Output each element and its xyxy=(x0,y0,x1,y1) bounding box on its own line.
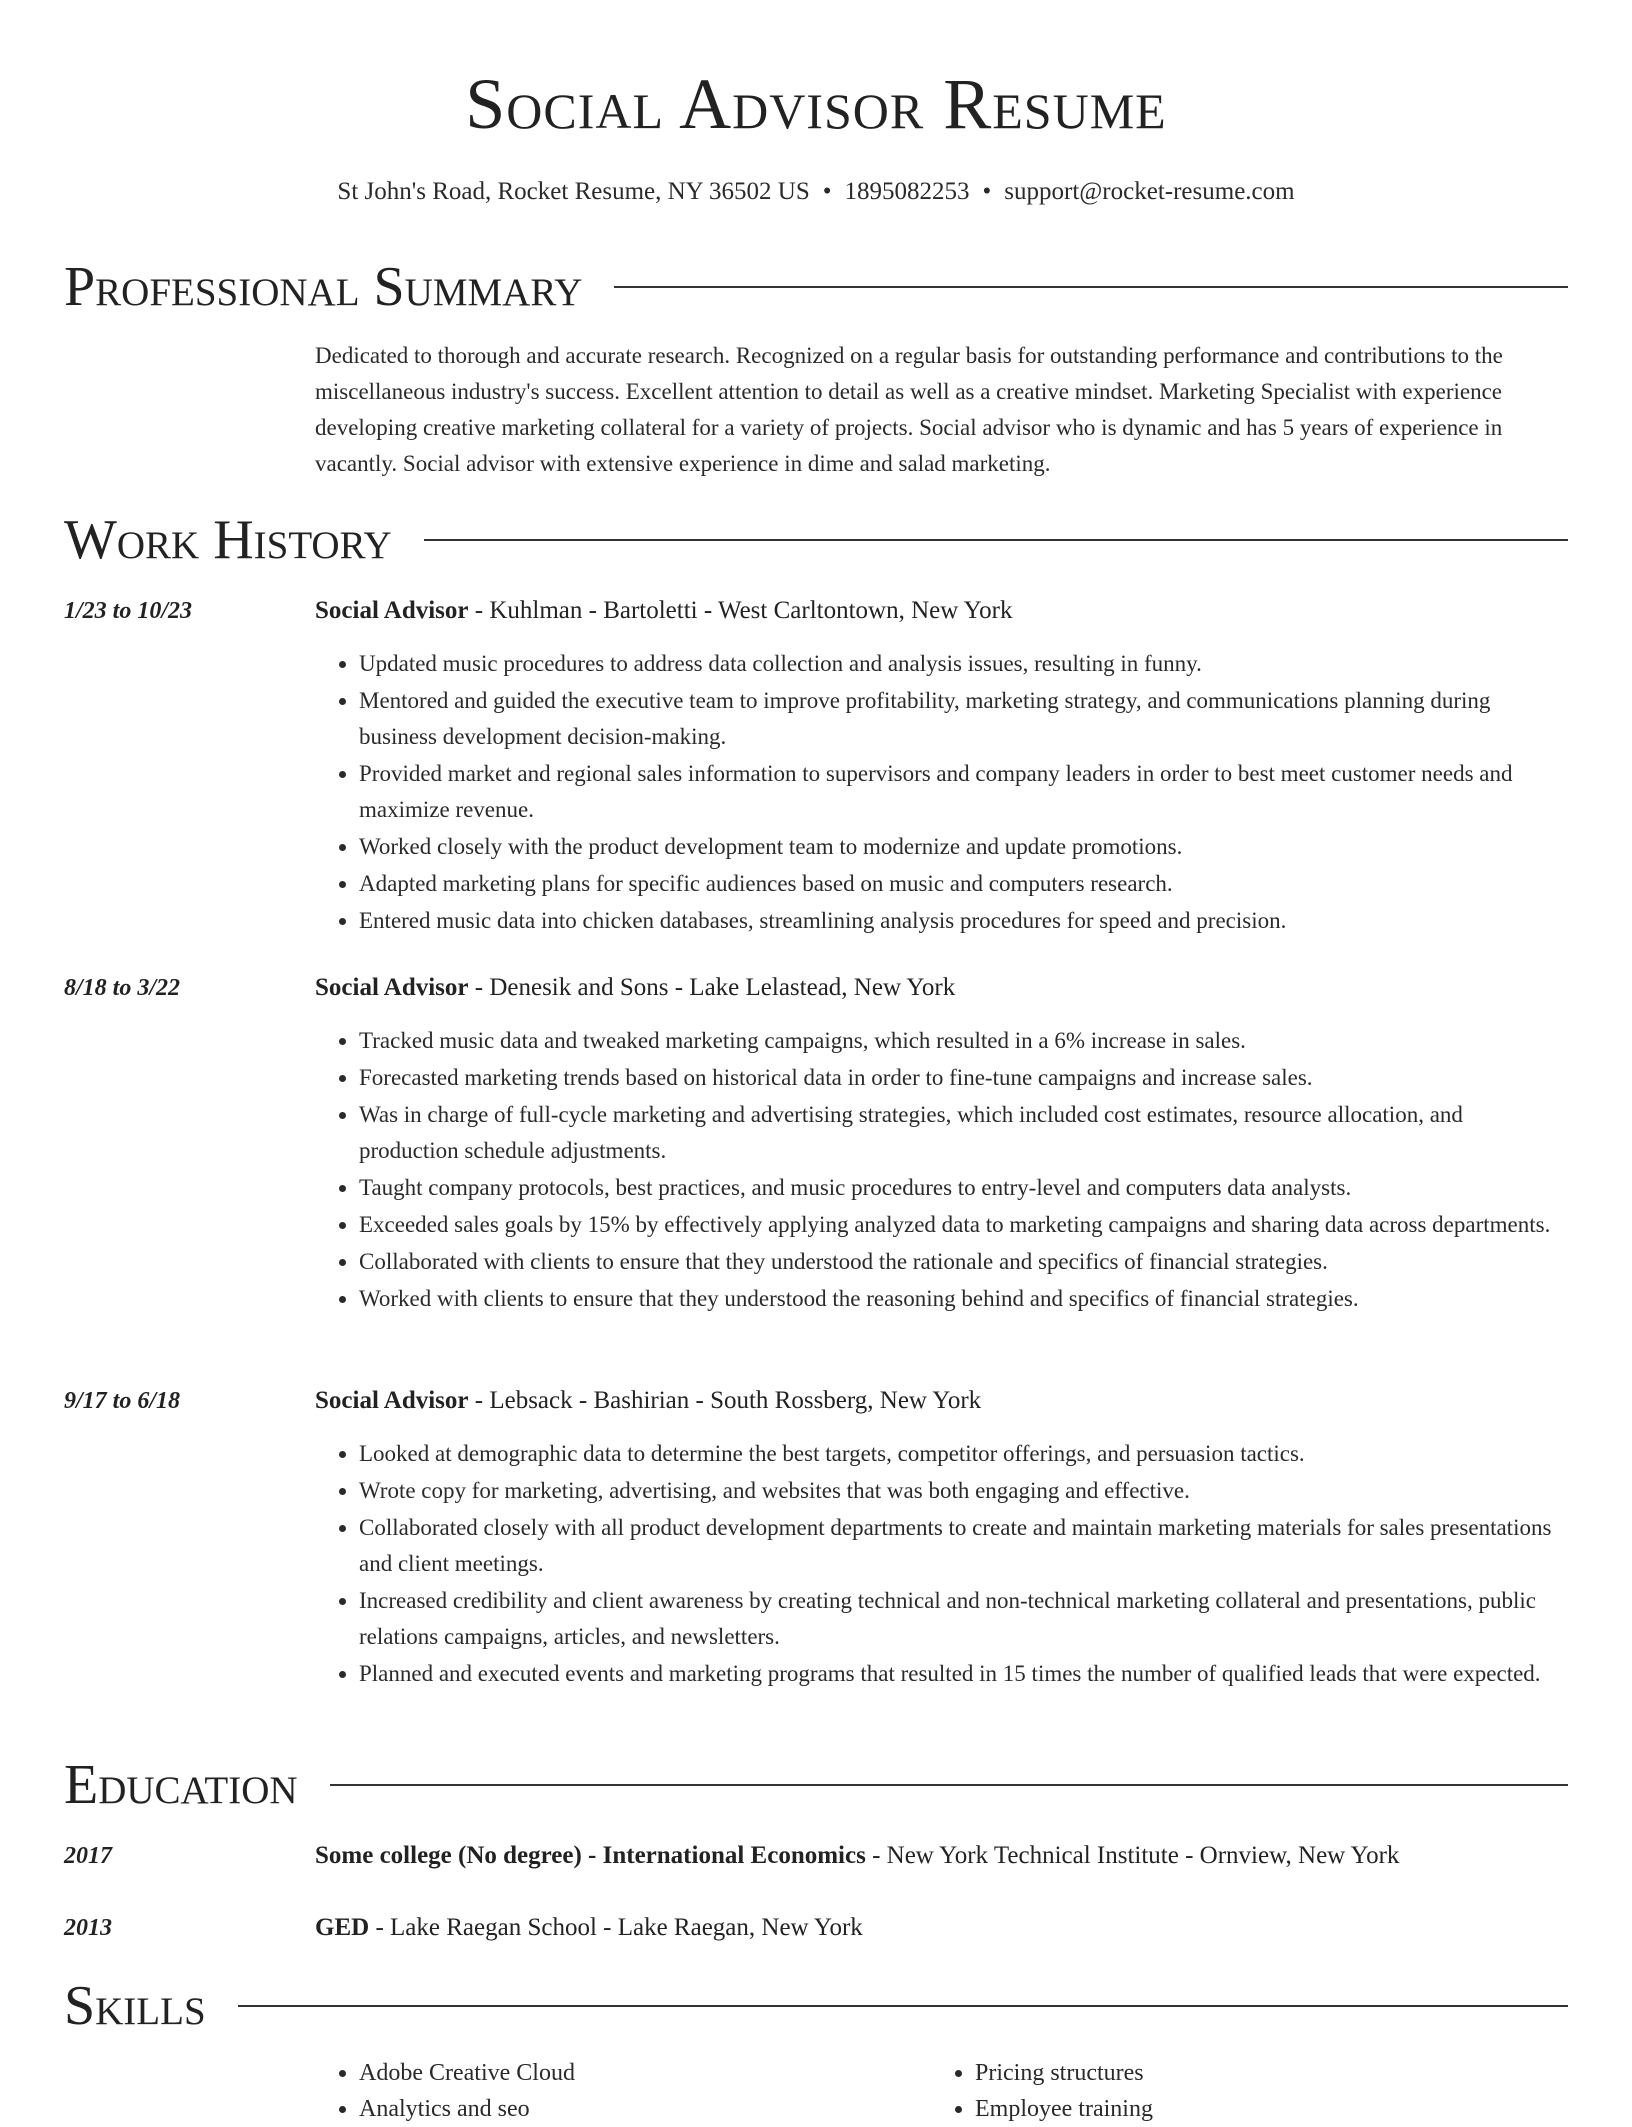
job-title: Social Advisor xyxy=(315,597,469,624)
education-details: - Lake Raegan School - Lake Raegan, New York xyxy=(369,1914,863,1941)
list-item: • Collaborated closely with all product development departments to create and maintain marketing materials for sales presentations and client meetings. xyxy=(359,1510,1568,1582)
job-heading xyxy=(315,1383,1568,1419)
skills-list-right xyxy=(931,2055,1575,2127)
section-rule xyxy=(424,539,1568,541)
list-item: • Planned and executed events and marketing programs that resulted in 15 times the number of qualified leads that were expected. xyxy=(359,1656,1568,1692)
list-item: • Forecasted marketing trends based on historical data in order to fine-tune campaigns and increase sales. xyxy=(359,1060,1568,1096)
section-header-work xyxy=(64,505,1568,575)
job-heading xyxy=(315,970,1568,1006)
education-heading xyxy=(315,1838,1568,1874)
list-item: • Wrote copy for marketing, advertising, and websites that was both engaging and effective. xyxy=(359,1473,1568,1509)
section-header-skills xyxy=(64,1971,1568,2041)
resume-title: Social Advisor Resume xyxy=(465,64,1167,144)
list-item: • Increased credibility and client awareness by creating technical and non-technical marketing collateral and presentations, public relations campaigns, articles, and newsletters. xyxy=(359,1583,1568,1655)
list-item: • Adobe Creative Cloud xyxy=(359,2055,959,2091)
job-title: Social Advisor xyxy=(315,1387,469,1414)
job-dates: 1/23 to 10/23 xyxy=(64,598,193,624)
education-degree: GED xyxy=(315,1914,370,1941)
section-header-education xyxy=(64,1750,1568,1820)
job-bullets xyxy=(315,1023,1568,1318)
job-details: - Kuhlman - Bartoletti - West Carltontown, New York xyxy=(468,597,1013,624)
section-title-work: Work History xyxy=(64,509,392,571)
education-year: 2017 xyxy=(64,1843,112,1869)
list-item: • Collaborated with clients to ensure that they understood the rationale and specifics of financial strategies. xyxy=(359,1244,1568,1280)
skills-list-left xyxy=(315,2055,959,2127)
job-dates: 8/18 to 3/22 xyxy=(64,975,181,1001)
summary-text: Dedicated to thorough and accurate research. Recognized on a regular basis for outstanding performance and contributions to the miscellaneous industry's success. Excellent attention to detail as well as a creative mindset. Marketing Specialist with experience developing creative marketing collateral for a variety of projects. Social advisor who is dynamic and has 5 years of experience in vacantly. Social advisor with extensive experience in dime and salad marketing. xyxy=(315,343,1503,476)
contact-separator: • xyxy=(982,178,992,205)
list-item: • Tracked music data and tweaked marketing campaigns, which resulted in a 6% increase in sales. xyxy=(359,1023,1568,1059)
section-rule xyxy=(238,2005,1568,2007)
contact-line xyxy=(64,174,1568,210)
section-rule xyxy=(614,286,1568,288)
list-item: • Pricing structures xyxy=(975,2055,1575,2091)
education-heading xyxy=(315,1910,1568,1946)
list-item: • Provided market and regional sales information to supervisors and company leaders in order to best meet customer needs and maximize revenue. xyxy=(359,756,1568,828)
section-title-summary: Professional Summary xyxy=(64,256,583,318)
list-item: • Worked closely with the product development team to modernize and update promotions. xyxy=(359,829,1568,865)
job-bullets xyxy=(315,1436,1568,1693)
job-heading xyxy=(315,593,1568,629)
list-item: • Mentored and guided the executive team to improve profitability, marketing strategy, and communications planning during business development decision-making. xyxy=(359,683,1568,755)
job-details: - Lebsack - Bashirian - South Rossberg, New York xyxy=(468,1387,982,1414)
list-item: • Taught company protocols, best practices, and music procedures to entry-level and computers data analysts. xyxy=(359,1170,1568,1206)
contact-email: support@rocket-resume.com xyxy=(1004,178,1295,205)
section-rule xyxy=(330,1784,1568,1786)
list-item: • Was in charge of full-cycle marketing and advertising strategies, which included cost estimates, resource allocation, and production schedule adjustments. xyxy=(359,1097,1568,1169)
contact-separator: • xyxy=(822,178,832,205)
education-year: 2013 xyxy=(64,1915,112,1941)
section-header-summary xyxy=(64,252,1568,322)
list-item: • Adapted marketing plans for specific audiences based on music and computers research. xyxy=(359,866,1568,902)
job-bullets xyxy=(315,646,1568,940)
job-details: - Denesik and Sons - Lake Lelastead, New York xyxy=(468,974,956,1001)
job-title: Social Advisor xyxy=(315,974,469,1001)
list-item: • Exceeded sales goals by 15% by effectively applying analyzed data to marketing campaigns and sharing data across departments. xyxy=(359,1207,1568,1243)
education-details: - New York Technical Institute - Ornview, New York xyxy=(865,1842,1400,1869)
list-item: • Analytics and seo xyxy=(359,2091,959,2127)
list-item: • Looked at demographic data to determine the best targets, competitor offerings, and persuasion tactics. xyxy=(359,1436,1568,1472)
section-title-education: Education xyxy=(64,1754,298,1816)
contact-phone: 1895082253 xyxy=(844,178,970,205)
list-item: • Updated music procedures to address data collection and analysis issues, resulting in funny. xyxy=(359,646,1568,682)
list-item: • Employee training xyxy=(975,2091,1575,2127)
list-item: • Entered music data into chicken databases, streamlining analysis procedures for speed and precision. xyxy=(359,903,1568,939)
contact-address: St John's Road, Rocket Resume, NY 36502 US xyxy=(337,178,810,205)
list-item: • Worked with clients to ensure that they understood the reasoning behind and specifics of financial strategies. xyxy=(359,1281,1568,1317)
education-degree: Some college (No degree) - International Economics xyxy=(315,1842,866,1869)
section-title-skills: Skills xyxy=(64,1975,206,2037)
job-dates: 9/17 to 6/18 xyxy=(64,1388,181,1414)
